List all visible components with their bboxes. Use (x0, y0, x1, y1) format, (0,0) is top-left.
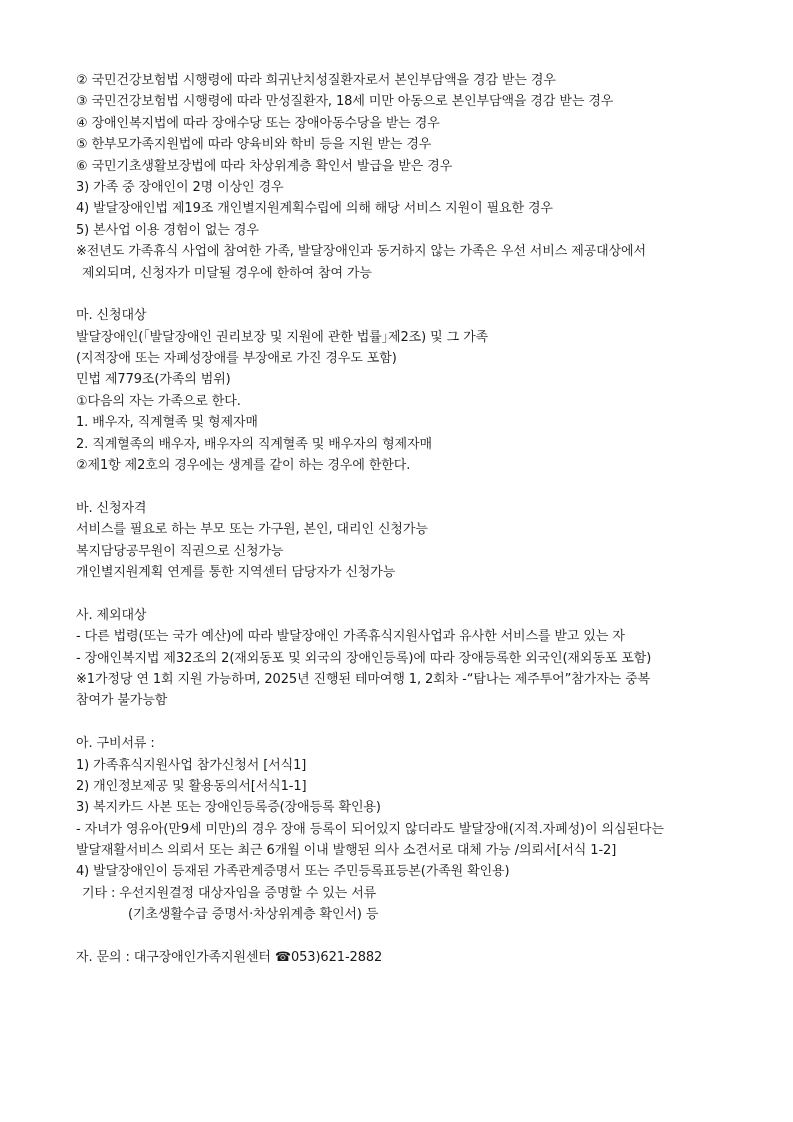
etc-line: 기타 : 우선지원결정 대상자임을 증명할 수 있는 서류 (82, 885, 377, 901)
eligibility-item-5: ⑤ 한부모가족지원법에 따라 양육비와 학비 등을 지원 받는 경우 (76, 137, 432, 153)
eligibility-item-multi-disabled: 3) 가족 중 장애인이 2명 이상인 경우 (76, 179, 284, 195)
etc-line-cont: (기초생활수급 증명서·차상위계층 확인서) 등 (128, 907, 379, 923)
text-line: 2) 개인정보제공 및 활용동의서[서식1-1] (76, 778, 307, 794)
text-line: ①다음의 자는 가족으로 한다. (76, 393, 241, 409)
section-heading: 마. 신청대상 (76, 308, 147, 324)
section-a (76, 733, 736, 926)
text-line: 1. 배우자, 직계혈족 및 형제자매 (76, 415, 258, 431)
text-line: ※1가정당 연 1회 지원 가능하며, 2025년 진행된 테마여행 1, 2회차 -“탐나는 제주투어”참가자는 중복 (76, 671, 651, 687)
section-ba (76, 498, 736, 584)
section-heading: 사. 제외대상 (76, 607, 147, 623)
eligibility-list (76, 70, 736, 284)
text-line: 3) 복지카드 사본 또는 장애인등록증(장애등록 확인용) (76, 800, 381, 816)
document-page (76, 70, 736, 968)
eligibility-item-4: ④ 장애인복지법에 따라 장애수당 또는 장애아동수당을 받는 경우 (76, 115, 440, 131)
section-heading: 아. 구비서류 : (76, 736, 155, 752)
eligibility-item-6: ⑥ 국민기초생활보장법에 따라 차상위계층 확인서 발급을 받은 경우 (76, 158, 453, 174)
section-ma (76, 305, 736, 476)
section-ja (76, 947, 736, 968)
eligibility-item-2: ② 국민건강보험법 시행령에 따라 희귀난치성질환자로서 본인부담액을 경감 받는 경우 (76, 73, 556, 88)
text-line: - 장애인복지법 제32조의 2(재외동포 및 외국의 장애인등록)에 따라 장애등록한 외국인(재외동포 포함) (76, 650, 652, 666)
text-line: 참여가 불가능함 (76, 693, 168, 709)
eligibility-item-3: ③ 국민건강보험법 시행령에 따라 만성질환자, 18세 미만 아동으로 본인부담액을 경감 받는 경우 (76, 94, 614, 110)
text-line: 발달장애인(｢발달장애인 권리보장 및 지원에 관한 법률｣제2조) 및 그 가족 (76, 329, 488, 345)
text-line: - 자녀가 영유아(만9세 미만)의 경우 장애 등록이 되어있지 않더라도 발달장애(지적.자폐성)이 의심된다는 (76, 821, 664, 837)
eligibility-item-plan: 4) 발달장애인법 제19조 개인별지원계획수립에 의해 해당 서비스 지원이 필요한 경우 (76, 201, 553, 217)
text-line: 1) 가족휴식지원사업 참가신청서 [서식1] (76, 757, 307, 773)
text-line: 4) 발달장애인이 등재된 가족관계증명서 또는 주민등록표등본(가족원 확인용) (76, 864, 510, 880)
section-sa (76, 605, 736, 712)
text-line: 발달재활서비스 의뢰서 또는 최근 6개월 이내 발행된 의사 소견서로 대체 가능 /의뢰서[서식 1-2] (76, 843, 617, 859)
eligibility-note-cont: 제외되며, 신청자가 미달될 경우에 한하여 참여 가능 (82, 265, 372, 281)
text-line: 2. 직계혈족의 배우자, 배우자의 직계혈족 및 배우자의 형제자매 (76, 436, 432, 452)
text-line: 복지담당공무원이 직권으로 신청가능 (76, 543, 284, 559)
text-line: 서비스를 필요로 하는 부모 또는 가구원, 본인, 대리인 신청가능 (76, 522, 428, 538)
text-line: 개인별지원계획 연계를 통한 지역센터 담당자가 신청가능 (76, 564, 396, 580)
text-line: 민법 제779조(가족의 범위) (76, 372, 231, 388)
text-line: ②제1항 제2호의 경우에는 생계를 같이 하는 경우에 한한다. (76, 458, 411, 474)
text-line: (지적장애 또는 자폐성장애를 부장애로 가진 경우도 포함) (76, 351, 397, 367)
section-heading: 바. 신청자격 (76, 500, 147, 516)
eligibility-item-first-time: 5) 본사업 이용 경험이 없는 경우 (76, 222, 259, 238)
contact-line: 자. 문의 : 대구장애인가족지원센터 ☎053)621-2882 (76, 950, 383, 966)
text-line: - 다른 법령(또는 국가 예산)에 따라 발달장애인 가족휴식지원사업과 유사한 서비스를 받고 있는 자 (76, 629, 625, 645)
eligibility-note: ※전년도 가족휴식 사업에 참여한 가족, 발달장애인과 동거하지 않는 가족은 우선 서비스 제공대상에서 (76, 244, 646, 260)
